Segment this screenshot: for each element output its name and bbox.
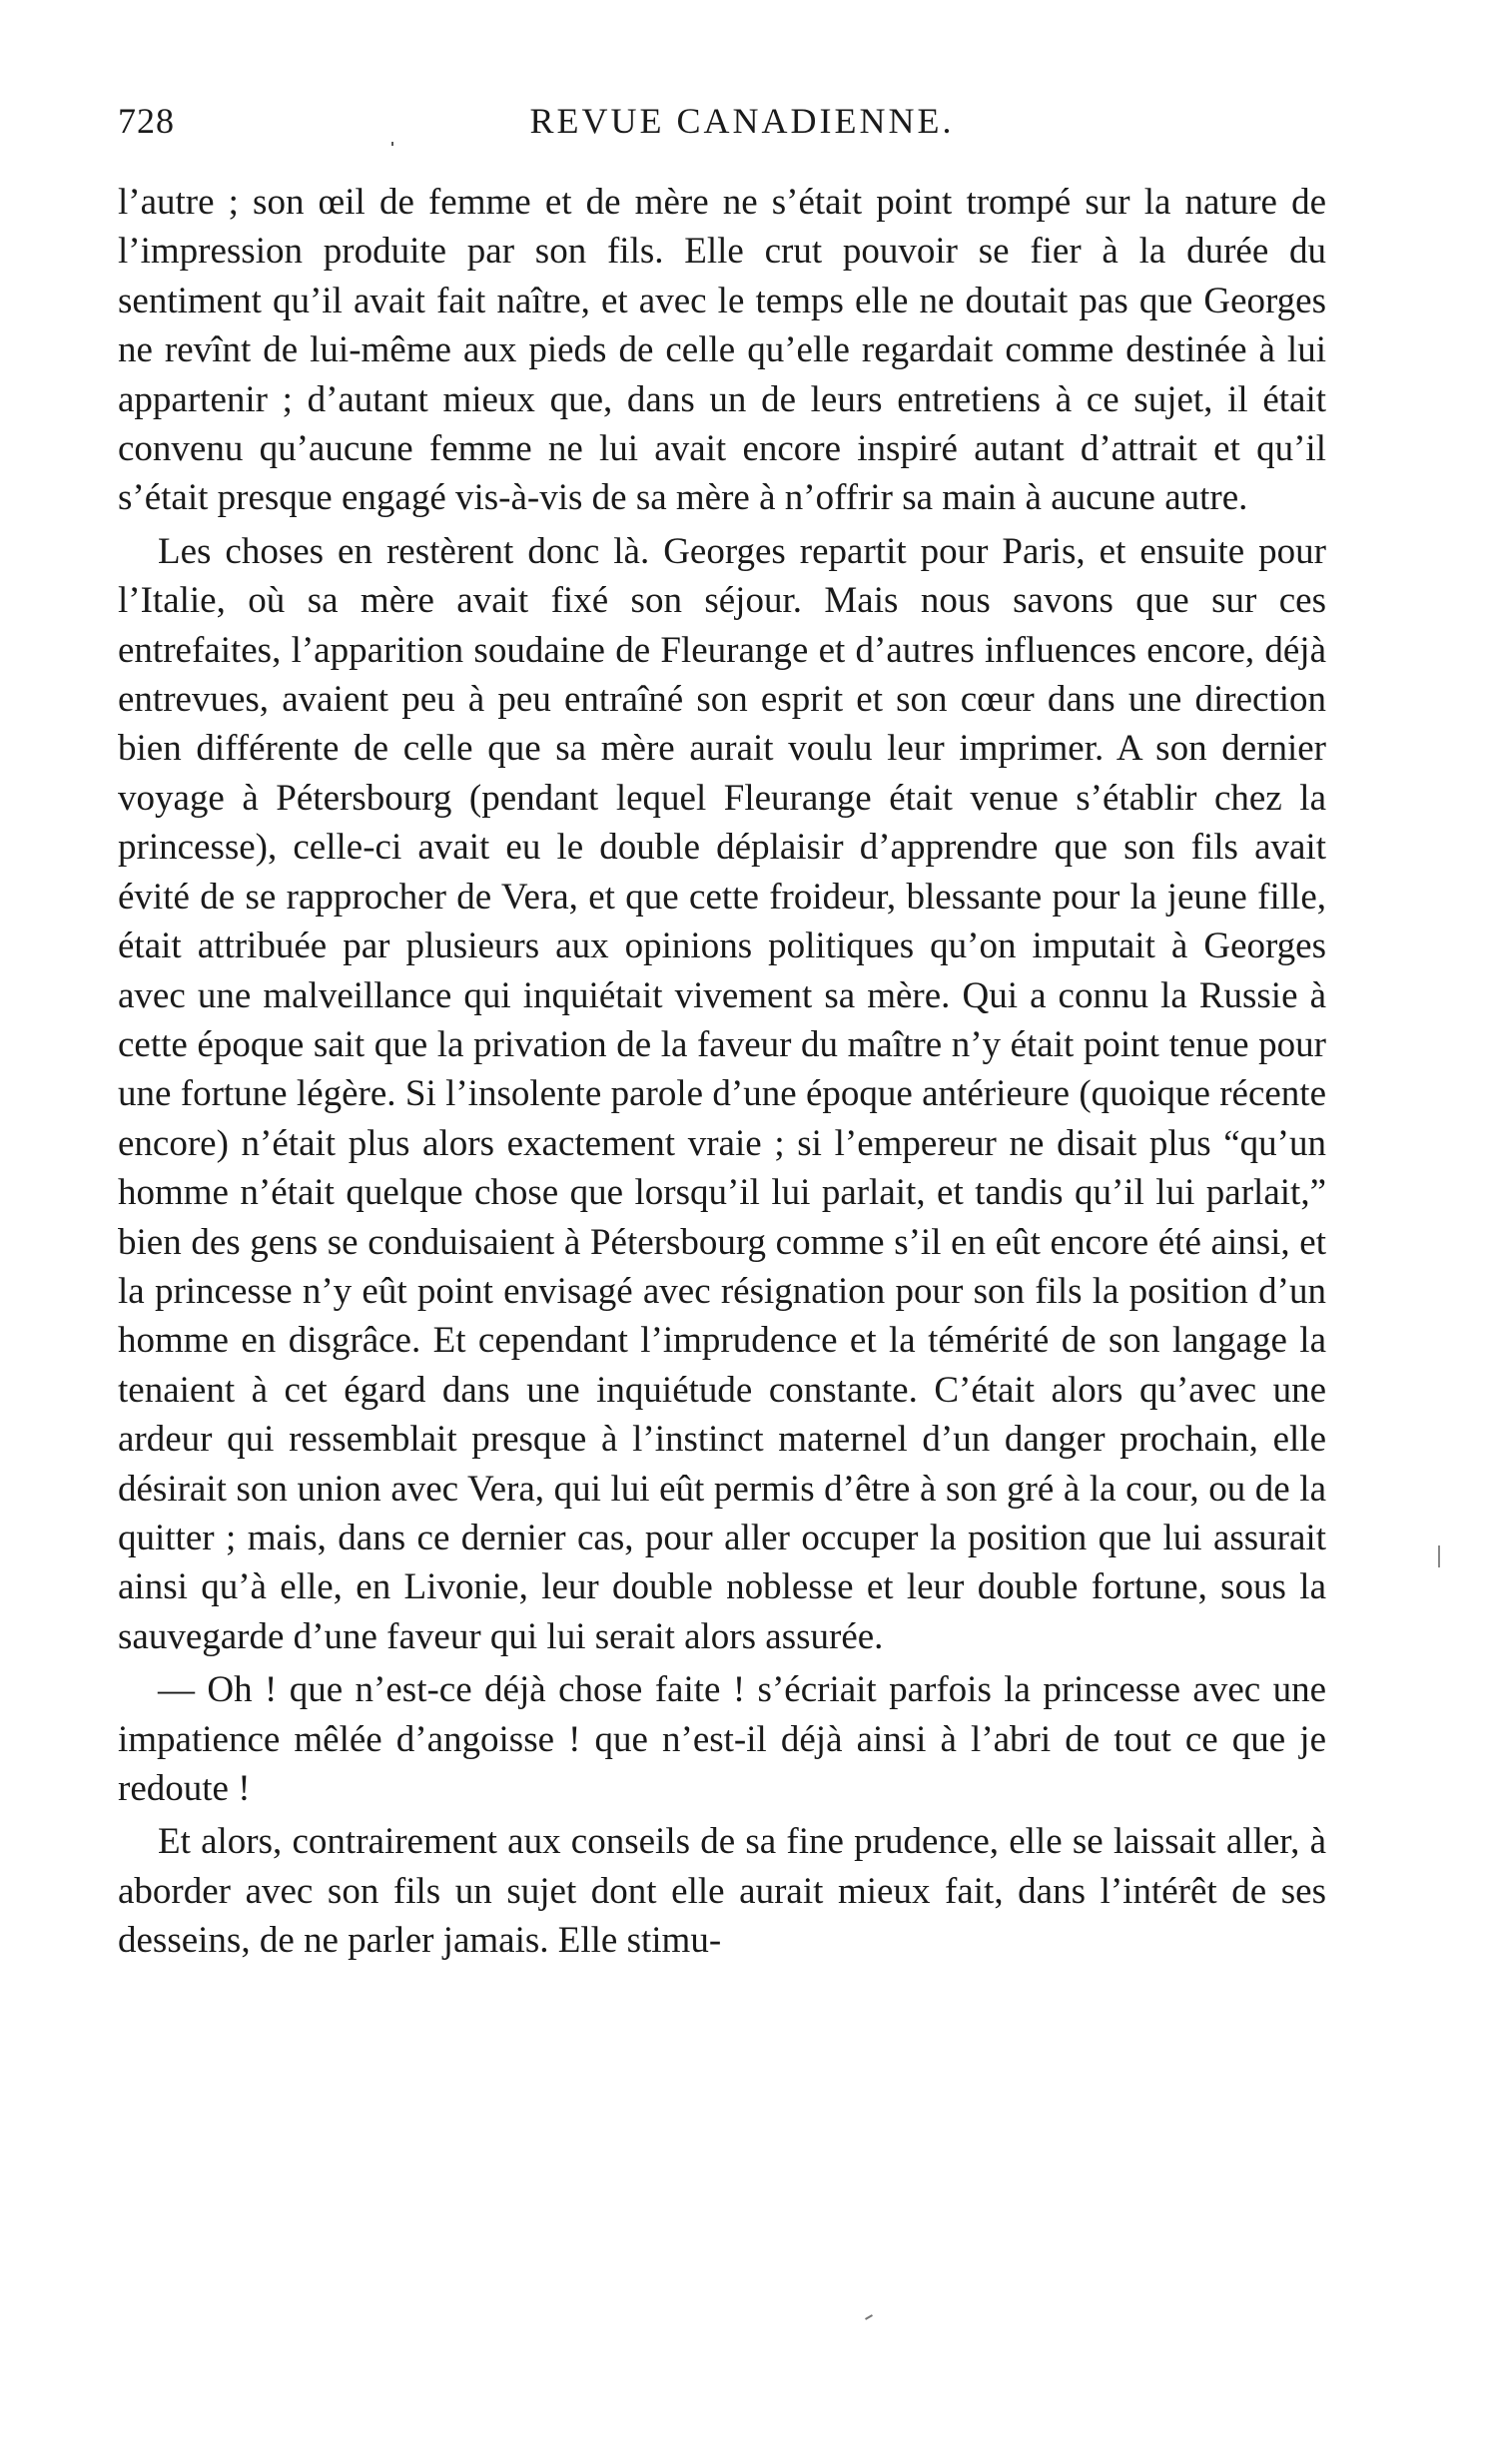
running-head <box>118 96 1326 146</box>
scan-speck <box>1438 1545 1440 1567</box>
running-title: REVUE CANADIENNE. <box>529 101 955 141</box>
text-body <box>118 178 1326 1966</box>
scan-speck <box>865 2314 873 2320</box>
scan-speck <box>391 142 393 146</box>
paragraph-dialogue: — Oh ! que n’est-ce déjà chose faite ! s’écriait parfois la princesse avec une impatience mêlée d’angoisse ! que n’est-il déjà ainsi à l’abri de tout ce que je redoute ! <box>118 1669 1326 1809</box>
paragraph: Et alors, contrairement aux conseils de sa fine prudence, elle se laissait aller, à aborder avec son fils un sujet dont elle aurait mieux fait, dans l’intérêt de ses desseins, de ne parler jamais. Elle stimu- <box>118 1821 1326 1962</box>
page-number: 728 <box>118 101 175 141</box>
paragraph-continued: l’autre ; son œil de femme et de mère ne s’était point trompé sur la nature de l’impression produite par son fils. Elle crut pouvoir se fier à la durée du sentiment qu’il avait fait naître, et avec le temps elle ne doutait pas que Georges ne revînt de lui-même aux pieds de celle qu’elle regardait comme destinée à lui appartenir ; d’autant mieux que, dans un de leurs entretiens à ce sujet, il était convenu qu’aucune femme ne lui avait encore inspiré autant d’attrait et qu’il s’était presque engagé vis-à-vis de sa mère à n’offrir sa main à aucune autre. <box>118 182 1326 519</box>
paragraph: Les choses en restèrent donc là. Georges repartit pour Paris, et ensuite pour l’Italie, où sa mère avait fixé son séjour. Mais nous savons que sur ces entrefaites, l’apparition soudaine de Fleurange et d’autres influences encore, déjà entrevues, avaient peu à peu entraîné son esprit et son cœur dans une direction bien différente de celle que sa mère aurait voulu leur imprimer. A son dernier voyage à Pétersbourg (pendant lequel Fleurange était venue s’établir chez la princesse), celle-ci avait eu le double déplaisir d’apprendre que son fils avait évité de se rapprocher de Vera, et que cette froideur, blessante pour la jeune fille, était attribuée par plusieurs aux opinions politiques qu’on imputait à Georges avec une malveillance qui inquiétait vivement sa mère. Qui a connu la Russie à cette époque sait que la privation de la faveur du maître n’y était point tenue pour une fortune légère. Si l’insolente parole d’une époque antérieure (quoique récente encore) n’était plus alors exactement vraie ; si l’empereur ne disait plus “qu’un homme n’était quelque chose que lorsqu’il lui parlait, et tandis qu’il lui parlait,” bien des gens se conduisaient à Pétersbourg comme s’il en eût encore été ainsi, et la princesse n’y eût point envisagé avec résignation pour son fils la position d’un homme en disgrâce. Et cependant l’imprudence et la témérité de son langage la tenaient à cet égard dans une inquiétude constante. C’était alors qu’avec une ardeur qui ressemblait presque à l’instinct maternel d’un danger prochain, elle désirait son union avec Vera, qui lui eût permis d’être à son gré à la cour, ou de la quitter ; mais, dans ce dernier cas, pour aller occuper la position que lui assurait ainsi qu’à elle, en Livonie, leur double noblesse et leur double fortune, sous la sauvegarde d’une faveur qui lui serait alors assurée. <box>118 530 1326 1657</box>
